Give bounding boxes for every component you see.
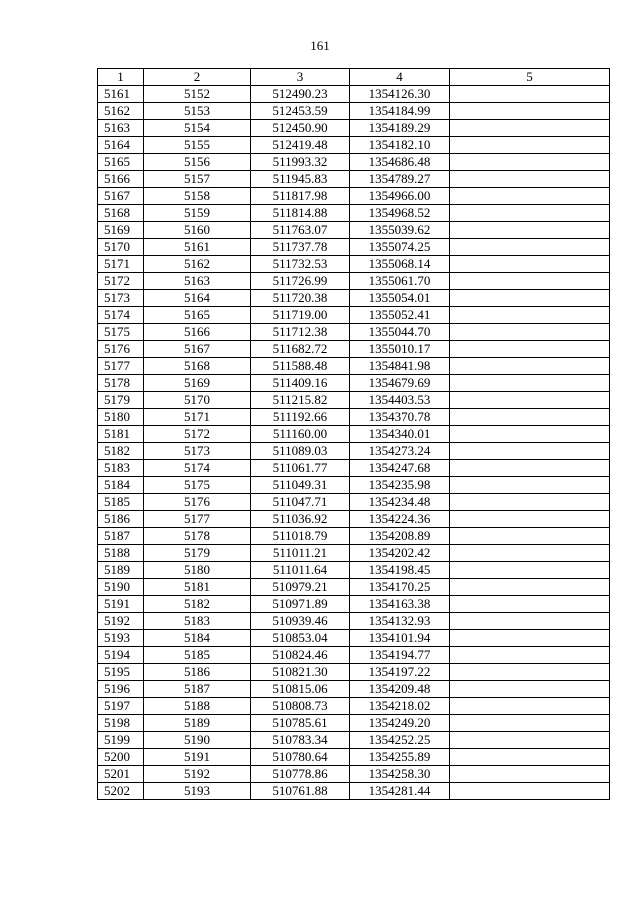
- note-cell: [450, 324, 610, 341]
- table-row: [98, 273, 610, 290]
- point-number-cell: 5189: [98, 562, 144, 579]
- note-cell: [450, 375, 610, 392]
- column-header-3: 3: [251, 69, 350, 86]
- x-coordinate-cell: 511737.78: [251, 239, 350, 256]
- y-coordinate-cell: 1354224.36: [350, 511, 450, 528]
- point-number-cell: 5174: [98, 307, 144, 324]
- x-coordinate-cell: 511018.79: [251, 528, 350, 545]
- point-number-cell: 5201: [98, 766, 144, 783]
- note-cell: [450, 664, 610, 681]
- x-coordinate-cell: 511047.71: [251, 494, 350, 511]
- point-number-cell: 5200: [98, 749, 144, 766]
- source-point-cell: 5167: [144, 341, 251, 358]
- source-point-cell: 5179: [144, 545, 251, 562]
- note-cell: [450, 596, 610, 613]
- point-number-cell: 5199: [98, 732, 144, 749]
- table-row: [98, 494, 610, 511]
- y-coordinate-cell: 1355054.01: [350, 290, 450, 307]
- source-point-cell: 5163: [144, 273, 251, 290]
- point-number-cell: 5185: [98, 494, 144, 511]
- y-coordinate-cell: 1354189.29: [350, 120, 450, 137]
- x-coordinate-cell: 511719.00: [251, 307, 350, 324]
- source-point-cell: 5173: [144, 443, 251, 460]
- note-cell: [450, 647, 610, 664]
- source-point-cell: 5161: [144, 239, 251, 256]
- table-row: [98, 120, 610, 137]
- point-number-cell: 5197: [98, 698, 144, 715]
- y-coordinate-cell: 1354281.44: [350, 783, 450, 800]
- note-cell: [450, 426, 610, 443]
- table-row: [98, 290, 610, 307]
- x-coordinate-cell: 511011.21: [251, 545, 350, 562]
- source-point-cell: 5165: [144, 307, 251, 324]
- source-point-cell: 5175: [144, 477, 251, 494]
- y-coordinate-cell: 1354679.69: [350, 375, 450, 392]
- x-coordinate-cell: 511817.98: [251, 188, 350, 205]
- point-number-cell: 5177: [98, 358, 144, 375]
- y-coordinate-cell: 1355052.41: [350, 307, 450, 324]
- y-coordinate-cell: 1354252.25: [350, 732, 450, 749]
- y-coordinate-cell: 1354273.24: [350, 443, 450, 460]
- table-row: [98, 460, 610, 477]
- point-number-cell: 5193: [98, 630, 144, 647]
- note-cell: [450, 171, 610, 188]
- x-coordinate-cell: 511160.00: [251, 426, 350, 443]
- note-cell: [450, 341, 610, 358]
- x-coordinate-cell: 510783.34: [251, 732, 350, 749]
- source-point-cell: 5189: [144, 715, 251, 732]
- y-coordinate-cell: 1355068.14: [350, 256, 450, 273]
- source-point-cell: 5166: [144, 324, 251, 341]
- note-cell: [450, 443, 610, 460]
- x-coordinate-cell: 511192.66: [251, 409, 350, 426]
- x-coordinate-cell: 510761.88: [251, 783, 350, 800]
- source-point-cell: 5177: [144, 511, 251, 528]
- x-coordinate-cell: 511215.82: [251, 392, 350, 409]
- point-number-cell: 5168: [98, 205, 144, 222]
- table-row: [98, 426, 610, 443]
- point-number-cell: 5165: [98, 154, 144, 171]
- source-point-cell: 5156: [144, 154, 251, 171]
- note-cell: [450, 205, 610, 222]
- table-body: [98, 86, 610, 800]
- x-coordinate-cell: 511712.38: [251, 324, 350, 341]
- source-point-cell: 5180: [144, 562, 251, 579]
- y-coordinate-cell: 1354258.30: [350, 766, 450, 783]
- table-row: [98, 545, 610, 562]
- point-number-cell: 5195: [98, 664, 144, 681]
- source-point-cell: 5188: [144, 698, 251, 715]
- table-row: [98, 222, 610, 239]
- note-cell: [450, 188, 610, 205]
- x-coordinate-cell: 510785.61: [251, 715, 350, 732]
- x-coordinate-cell: 511061.77: [251, 460, 350, 477]
- note-cell: [450, 477, 610, 494]
- table-row: [98, 579, 610, 596]
- y-coordinate-cell: 1354208.89: [350, 528, 450, 545]
- y-coordinate-cell: 1355074.25: [350, 239, 450, 256]
- x-coordinate-cell: 512450.90: [251, 120, 350, 137]
- source-point-cell: 5176: [144, 494, 251, 511]
- point-number-cell: 5191: [98, 596, 144, 613]
- note-cell: [450, 715, 610, 732]
- table-row: [98, 103, 610, 120]
- source-point-cell: 5178: [144, 528, 251, 545]
- note-cell: [450, 358, 610, 375]
- note-cell: [450, 103, 610, 120]
- column-header-2: 2: [144, 69, 251, 86]
- point-number-cell: 5202: [98, 783, 144, 800]
- point-number-cell: 5166: [98, 171, 144, 188]
- x-coordinate-cell: 511814.88: [251, 205, 350, 222]
- table-row: [98, 324, 610, 341]
- x-coordinate-cell: 512453.59: [251, 103, 350, 120]
- table-row: [98, 596, 610, 613]
- y-coordinate-cell: 1355010.17: [350, 341, 450, 358]
- point-number-cell: 5170: [98, 239, 144, 256]
- point-number-cell: 5182: [98, 443, 144, 460]
- x-coordinate-cell: 511011.64: [251, 562, 350, 579]
- source-point-cell: 5171: [144, 409, 251, 426]
- point-number-cell: 5173: [98, 290, 144, 307]
- x-coordinate-cell: 511089.03: [251, 443, 350, 460]
- source-point-cell: 5184: [144, 630, 251, 647]
- y-coordinate-cell: 1354101.94: [350, 630, 450, 647]
- source-point-cell: 5162: [144, 256, 251, 273]
- point-number-cell: 5163: [98, 120, 144, 137]
- source-point-cell: 5157: [144, 171, 251, 188]
- table-row: [98, 647, 610, 664]
- y-coordinate-cell: 1354132.93: [350, 613, 450, 630]
- table-row: [98, 188, 610, 205]
- column-header-1: 1: [98, 69, 144, 86]
- y-coordinate-cell: 1354234.48: [350, 494, 450, 511]
- source-point-cell: 5153: [144, 103, 251, 120]
- y-coordinate-cell: 1354126.30: [350, 86, 450, 103]
- x-coordinate-cell: 510853.04: [251, 630, 350, 647]
- column-header-4: 4: [350, 69, 450, 86]
- header-row: [98, 69, 610, 86]
- page-number: 161: [310, 38, 330, 53]
- source-point-cell: 5174: [144, 460, 251, 477]
- x-coordinate-cell: 511588.48: [251, 358, 350, 375]
- note-cell: [450, 154, 610, 171]
- point-number-cell: 5187: [98, 528, 144, 545]
- note-cell: [450, 137, 610, 154]
- table-row: [98, 256, 610, 273]
- y-coordinate-cell: 1354249.20: [350, 715, 450, 732]
- y-coordinate-cell: 1355039.62: [350, 222, 450, 239]
- table-row: [98, 137, 610, 154]
- source-point-cell: 5168: [144, 358, 251, 375]
- note-cell: [450, 732, 610, 749]
- source-point-cell: 5159: [144, 205, 251, 222]
- source-point-cell: 5190: [144, 732, 251, 749]
- source-point-cell: 5169: [144, 375, 251, 392]
- x-coordinate-cell: 512419.48: [251, 137, 350, 154]
- x-coordinate-cell: 511732.53: [251, 256, 350, 273]
- table-row: [98, 698, 610, 715]
- x-coordinate-cell: 511036.92: [251, 511, 350, 528]
- note-cell: [450, 528, 610, 545]
- point-number-cell: 5167: [98, 188, 144, 205]
- note-cell: [450, 239, 610, 256]
- note-cell: [450, 86, 610, 103]
- note-cell: [450, 256, 610, 273]
- y-coordinate-cell: 1355044.70: [350, 324, 450, 341]
- y-coordinate-cell: 1354789.27: [350, 171, 450, 188]
- table-row: [98, 205, 610, 222]
- point-number-cell: 5194: [98, 647, 144, 664]
- table-row: [98, 341, 610, 358]
- y-coordinate-cell: 1354198.45: [350, 562, 450, 579]
- note-cell: [450, 409, 610, 426]
- table-row: [98, 154, 610, 171]
- x-coordinate-cell: 510808.73: [251, 698, 350, 715]
- source-point-cell: 5160: [144, 222, 251, 239]
- table-row: [98, 664, 610, 681]
- note-cell: [450, 749, 610, 766]
- point-number-cell: 5178: [98, 375, 144, 392]
- note-cell: [450, 392, 610, 409]
- x-coordinate-cell: 511726.99: [251, 273, 350, 290]
- y-coordinate-cell: 1354966.00: [350, 188, 450, 205]
- table-row: [98, 86, 610, 103]
- table-row: [98, 239, 610, 256]
- x-coordinate-cell: 512490.23: [251, 86, 350, 103]
- x-coordinate-cell: 511682.72: [251, 341, 350, 358]
- point-number-cell: 5164: [98, 137, 144, 154]
- point-number-cell: 5190: [98, 579, 144, 596]
- table-row: [98, 715, 610, 732]
- y-coordinate-cell: 1355061.70: [350, 273, 450, 290]
- x-coordinate-cell: 511049.31: [251, 477, 350, 494]
- point-number-cell: 5175: [98, 324, 144, 341]
- y-coordinate-cell: 1354247.68: [350, 460, 450, 477]
- note-cell: [450, 545, 610, 562]
- y-coordinate-cell: 1354370.78: [350, 409, 450, 426]
- x-coordinate-cell: 510821.30: [251, 664, 350, 681]
- x-coordinate-cell: 511763.07: [251, 222, 350, 239]
- note-cell: [450, 222, 610, 239]
- note-cell: [450, 630, 610, 647]
- source-point-cell: 5191: [144, 749, 251, 766]
- table-row: [98, 630, 610, 647]
- table-row: [98, 511, 610, 528]
- table-row: [98, 358, 610, 375]
- note-cell: [450, 579, 610, 596]
- y-coordinate-cell: 1354218.02: [350, 698, 450, 715]
- source-point-cell: 5172: [144, 426, 251, 443]
- point-number-cell: 5176: [98, 341, 144, 358]
- source-point-cell: 5155: [144, 137, 251, 154]
- source-point-cell: 5182: [144, 596, 251, 613]
- x-coordinate-cell: 510971.89: [251, 596, 350, 613]
- point-number-cell: 5188: [98, 545, 144, 562]
- note-cell: [450, 698, 610, 715]
- point-number-cell: 5186: [98, 511, 144, 528]
- y-coordinate-cell: 1354163.38: [350, 596, 450, 613]
- x-coordinate-cell: 511720.38: [251, 290, 350, 307]
- source-point-cell: 5164: [144, 290, 251, 307]
- point-number-cell: 5183: [98, 460, 144, 477]
- x-coordinate-cell: 510979.21: [251, 579, 350, 596]
- note-cell: [450, 273, 610, 290]
- table-row: [98, 681, 610, 698]
- table-header: [98, 69, 610, 86]
- source-point-cell: 5183: [144, 613, 251, 630]
- y-coordinate-cell: 1354182.10: [350, 137, 450, 154]
- source-point-cell: 5158: [144, 188, 251, 205]
- point-number-cell: 5172: [98, 273, 144, 290]
- note-cell: [450, 120, 610, 137]
- source-point-cell: 5170: [144, 392, 251, 409]
- y-coordinate-cell: 1354968.52: [350, 205, 450, 222]
- note-cell: [450, 562, 610, 579]
- x-coordinate-cell: 510939.46: [251, 613, 350, 630]
- note-cell: [450, 511, 610, 528]
- table-row: [98, 613, 610, 630]
- point-number-cell: 5198: [98, 715, 144, 732]
- table-row: [98, 562, 610, 579]
- note-cell: [450, 613, 610, 630]
- table-row: [98, 528, 610, 545]
- y-coordinate-cell: 1354170.25: [350, 579, 450, 596]
- table-row: [98, 375, 610, 392]
- point-number-cell: 5162: [98, 103, 144, 120]
- y-coordinate-cell: 1354197.22: [350, 664, 450, 681]
- table-row: [98, 749, 610, 766]
- point-number-cell: 5171: [98, 256, 144, 273]
- y-coordinate-cell: 1354841.98: [350, 358, 450, 375]
- point-number-cell: 5169: [98, 222, 144, 239]
- source-point-cell: 5193: [144, 783, 251, 800]
- point-number-cell: 5161: [98, 86, 144, 103]
- note-cell: [450, 681, 610, 698]
- y-coordinate-cell: 1354194.77: [350, 647, 450, 664]
- x-coordinate-cell: 511945.83: [251, 171, 350, 188]
- y-coordinate-cell: 1354202.42: [350, 545, 450, 562]
- note-cell: [450, 494, 610, 511]
- point-number-cell: 5192: [98, 613, 144, 630]
- coordinates-table: [97, 68, 610, 800]
- table-row: [98, 766, 610, 783]
- note-cell: [450, 766, 610, 783]
- point-number-cell: 5180: [98, 409, 144, 426]
- column-header-5: 5: [450, 69, 610, 86]
- table-row: [98, 392, 610, 409]
- x-coordinate-cell: 510824.46: [251, 647, 350, 664]
- point-number-cell: 5179: [98, 392, 144, 409]
- table-row: [98, 477, 610, 494]
- table-row: [98, 783, 610, 800]
- x-coordinate-cell: 510815.06: [251, 681, 350, 698]
- y-coordinate-cell: 1354255.89: [350, 749, 450, 766]
- table-row: [98, 307, 610, 324]
- source-point-cell: 5186: [144, 664, 251, 681]
- x-coordinate-cell: 511409.16: [251, 375, 350, 392]
- y-coordinate-cell: 1354686.48: [350, 154, 450, 171]
- table-row: [98, 171, 610, 188]
- point-number-cell: 5184: [98, 477, 144, 494]
- source-point-cell: 5192: [144, 766, 251, 783]
- table-row: [98, 732, 610, 749]
- y-coordinate-cell: 1354235.98: [350, 477, 450, 494]
- x-coordinate-cell: 510778.86: [251, 766, 350, 783]
- note-cell: [450, 307, 610, 324]
- table-row: [98, 409, 610, 426]
- point-number-cell: 5181: [98, 426, 144, 443]
- source-point-cell: 5154: [144, 120, 251, 137]
- x-coordinate-cell: 511993.32: [251, 154, 350, 171]
- note-cell: [450, 290, 610, 307]
- source-point-cell: 5185: [144, 647, 251, 664]
- source-point-cell: 5181: [144, 579, 251, 596]
- source-point-cell: 5187: [144, 681, 251, 698]
- point-number-cell: 5196: [98, 681, 144, 698]
- source-point-cell: 5152: [144, 86, 251, 103]
- note-cell: [450, 783, 610, 800]
- y-coordinate-cell: 1354209.48: [350, 681, 450, 698]
- x-coordinate-cell: 510780.64: [251, 749, 350, 766]
- y-coordinate-cell: 1354340.01: [350, 426, 450, 443]
- y-coordinate-cell: 1354403.53: [350, 392, 450, 409]
- note-cell: [450, 460, 610, 477]
- table-row: [98, 443, 610, 460]
- y-coordinate-cell: 1354184.99: [350, 103, 450, 120]
